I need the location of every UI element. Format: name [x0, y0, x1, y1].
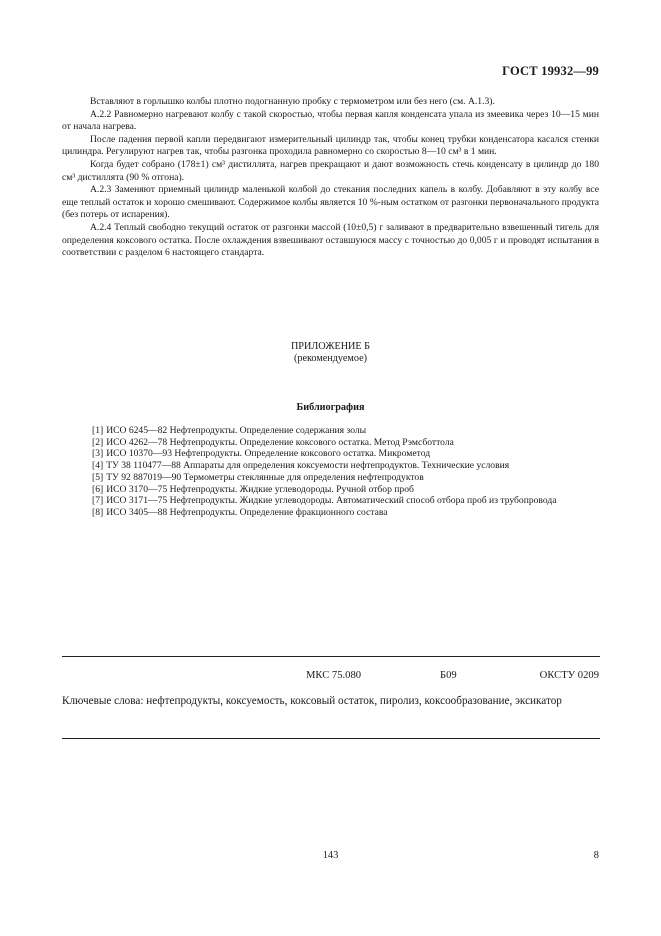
keywords: Ключевые слова: нефтепродукты, коксуемость, коксовый остаток, пиролиз, коксообразование, эксикатор: [62, 695, 562, 707]
bibliography-item: [92, 460, 582, 472]
bibliography-item: [92, 425, 582, 437]
paragraph: Вставляют в горлышко колбы плотно подогнанную пробку с термометром или без него (см. А.1.3).: [90, 96, 495, 107]
page-number-right: 8: [593, 850, 599, 861]
appendix-title: ПРИЛОЖЕНИЕ Б: [290, 341, 371, 352]
bibliography-item: [92, 495, 582, 507]
bibliography-item-text: ИСО 3170—75 Нефтепродукты. Жидкие углеводороды. Ручной отбор проб: [106, 483, 414, 495]
paragraph: А.2.2 Равномерно нагревают колбу с такой скоростью, чтобы первая капля конденсата упала из змеевика через 10—15 мин от начала нагрева.: [62, 108, 599, 133]
bibliography-item-text: ТУ 38 110477—88 Аппараты для определения коксуемости нефтепродуктов. Технические условия: [106, 460, 510, 472]
appendix-subtitle: (рекомендуемое): [293, 353, 367, 364]
body-text: [62, 96, 599, 260]
bibliography-item-number: [1]: [92, 425, 104, 436]
bibliography-item-number: [7]: [92, 495, 104, 507]
paragraph: А.2.4 Теплый свободно текущий остаток от разгонки массой (10±0,5) г заливают в предварительно взвешенный тигель для определения коксового остатка. После охлаждения взвешивают оставшуюся массу с точностью до 0,005 г и проводят испытания в соответствии с разделом 6 настоящего стандарта.: [62, 221, 599, 259]
paragraph: После падения первой капли передвигают измерительный цилиндр так, чтобы конец трубки конденсатора касался стенки цилиндра. Регулируют нагрев так, чтобы разгонка проходила равномерно со скоростью 8—10 см³ в 1 мин.: [62, 133, 599, 158]
standard-code: ГОСТ 19932—99: [502, 64, 599, 78]
bibliography-list: [92, 425, 582, 519]
classifier-mks: МКС 75.080: [306, 670, 362, 681]
bibliography-item-number: [2]: [92, 436, 104, 448]
bibliography-item-number: [5]: [92, 471, 104, 483]
bibliography-item-text: ИСО 6245—82 Нефтепродукты. Определение содержания золы: [106, 425, 367, 436]
bibliography-item: [92, 484, 582, 496]
bibliography-item-number: [3]: [92, 448, 104, 460]
bibliography-title: Библиография: [296, 402, 365, 413]
bibliography-item-text: ИСО 10370—93 Нефтепродукты. Определение коксового остатка. Микрометод: [106, 448, 431, 460]
bibliography-item-text: ИСО 3171—75 Нефтепродукты. Жидкие углеводороды. Автоматический способ отбора проб из трубопровода: [106, 495, 557, 507]
bibliography-item: [92, 448, 582, 460]
paragraph: Когда будет собрано (178±1) см³ дистиллята, нагрев прекращают и дают возможность стечь конденсату в цилиндр до 180 см³ дистиллята (90 % отгона).: [62, 158, 599, 183]
paragraph: А.2.3 Заменяют приемный цилиндр маленькой колбой до стекания последних капель в колбу. Добавляют в эту колбу все еще теплый остаток и хорошо смешивают. Содержимое колбы является 10 %-ным остатком от разгонки первоначального продукта (без потерь от испарения).: [62, 184, 599, 221]
bibliography-item: [92, 437, 582, 449]
classifier-okstu: ОКСТУ 0209: [539, 670, 599, 681]
bibliography-item: [92, 507, 582, 519]
bibliography-item-text: ТУ 92 887019—90 Термометры стеклянные для определения нефтепродуктов: [106, 471, 424, 483]
appendix-heading: [0, 341, 661, 365]
bibliography-item-text: ИСО 4262—78 Нефтепродукты. Определение коксового остатка. Метод Рэмсботтола: [106, 436, 454, 448]
bibliography-item-number: [4]: [92, 460, 104, 472]
bibliography-item-number: [6]: [92, 483, 104, 495]
divider-bottom: [62, 738, 600, 739]
bibliography-item-text: ИСО 3405—88 Нефтепродукты. Определение фракционного состава: [106, 506, 388, 518]
bibliography-item: [92, 472, 582, 484]
classifier-group: Б09: [440, 670, 457, 681]
page-number-center: 143: [322, 850, 339, 861]
bibliography-item-number: [8]: [92, 506, 104, 518]
divider-top: [62, 656, 600, 657]
